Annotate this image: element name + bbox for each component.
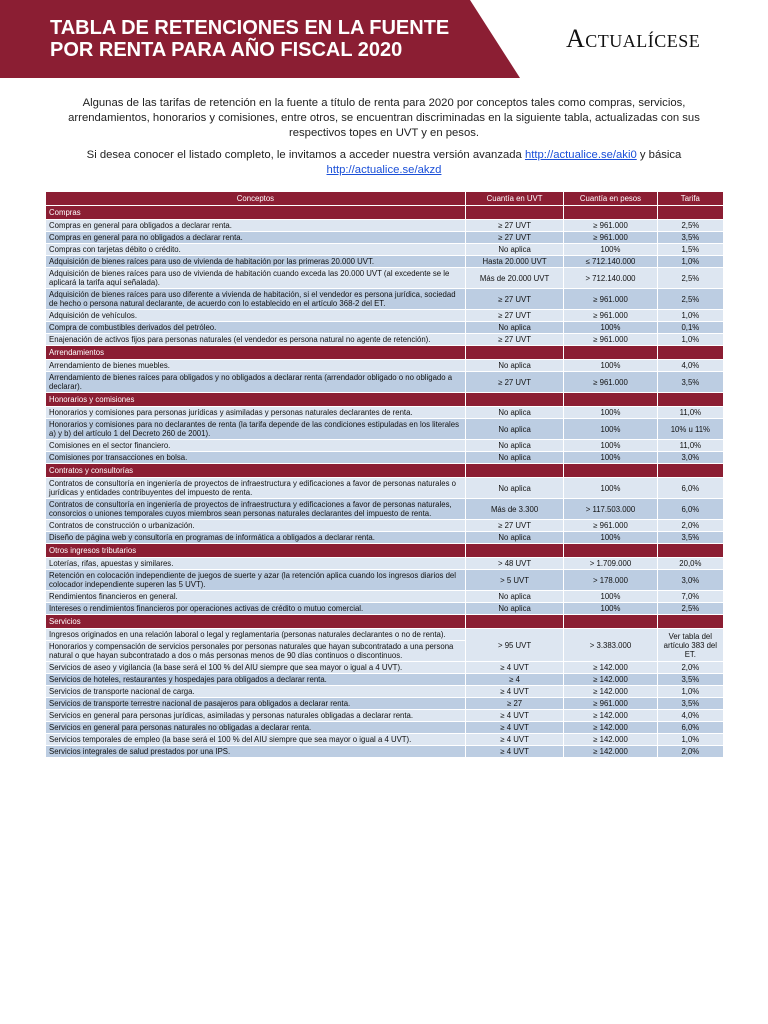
table-row bbox=[46, 591, 723, 602]
uvt-cell: No aplica bbox=[466, 440, 563, 451]
section-filler bbox=[466, 464, 563, 477]
table-row bbox=[46, 746, 723, 757]
retention-table bbox=[45, 191, 724, 758]
table-row bbox=[46, 232, 723, 243]
section-filler bbox=[658, 464, 723, 477]
uvt-cell: ≥ 27 UVT bbox=[466, 520, 563, 531]
pesos-cell: ≥ 961.000 bbox=[564, 698, 656, 709]
tarifa-cell: 1,0% bbox=[658, 734, 723, 745]
table-row bbox=[46, 520, 723, 531]
section-filler bbox=[564, 464, 656, 477]
uvt-cell: > 48 UVT bbox=[466, 558, 563, 569]
section-filler bbox=[466, 615, 563, 628]
uvt-cell: No aplica bbox=[466, 532, 563, 543]
pesos-cell: ≥ 961.000 bbox=[564, 289, 656, 309]
tarifa-cell: 1,0% bbox=[658, 256, 723, 267]
uvt-cell: ≥ 27 UVT bbox=[466, 372, 563, 392]
section-title: Compras bbox=[46, 206, 465, 219]
table-row bbox=[46, 478, 723, 498]
concept-cell: Adquisición de bienes raíces para uso de vivienda de habitación por las primeras 20.000 UVT. bbox=[46, 256, 465, 267]
section-title: Otros ingresos tributarios bbox=[46, 544, 465, 557]
uvt-cell: No aplica bbox=[466, 407, 563, 418]
table-row bbox=[46, 698, 723, 709]
concept-cell: Contratos de consultoría en ingeniería de proyectos de infraestructura y edificaciones a favor de personas naturales, consorcios o uniones temporales cuyos miembros sean personas naturales declarantes del impuesto de renta. bbox=[46, 499, 465, 519]
section-row-servicios bbox=[46, 615, 723, 628]
table-header-row bbox=[46, 192, 723, 205]
tarifa-cell: 0,1% bbox=[658, 322, 723, 333]
tarifa-cell: 2,5% bbox=[658, 603, 723, 614]
pesos-cell: 100% bbox=[564, 478, 656, 498]
table-row bbox=[46, 310, 723, 321]
pesos-cell: 100% bbox=[564, 452, 656, 463]
concept-cell: Retención en colocación independiente de juegos de suerte y azar (la retención aplica cuando los ingresos diarios del colocador independiente superen las 5 UVT). bbox=[46, 570, 465, 590]
concept-cell: Comisiones por transacciones en bolsa. bbox=[46, 452, 465, 463]
pesos-cell: ≥ 961.000 bbox=[564, 220, 656, 231]
tarifa-cell: 2,5% bbox=[658, 220, 723, 231]
uvt-cell: No aplica bbox=[466, 603, 563, 614]
table-row bbox=[46, 674, 723, 685]
table-row bbox=[46, 734, 723, 745]
concept-cell: Ingresos originados en una relación laboral o legal y reglamentaria (personas naturales declarantes o no de renta). bbox=[46, 629, 465, 640]
tarifa-cell: 7,0% bbox=[658, 591, 723, 602]
section-row-1 bbox=[46, 346, 723, 359]
concept-cell: Rendimientos financieros en general. bbox=[46, 591, 465, 602]
concept-cell: Compras en general para no obligados a declarar renta. bbox=[46, 232, 465, 243]
table-row bbox=[46, 372, 723, 392]
concept-cell: Intereses o rendimientos financieros por operaciones activas de crédito o mutuo comercial. bbox=[46, 603, 465, 614]
concept-cell: Servicios de transporte nacional de carga. bbox=[46, 686, 465, 697]
uvt-cell: No aplica bbox=[466, 419, 563, 439]
uvt-cell: ≥ 27 bbox=[466, 698, 563, 709]
tarifa-cell: 3,5% bbox=[658, 232, 723, 243]
pesos-cell: 100% bbox=[564, 407, 656, 418]
uvt-cell: ≥ 27 UVT bbox=[466, 220, 563, 231]
pesos-cell: > 1.709.000 bbox=[564, 558, 656, 569]
concept-cell: Loterías, rifas, apuestas y similares. bbox=[46, 558, 465, 569]
intro-paragraph: Algunas de las tarifas de retención en la fuente a título de renta para 2020 por conceptos tales como compras, servicios, arrendamientos, honorarios y comisiones, entre otros, se encuentran discriminadas en la siguiente tabla, actualizadas con sus respectivos topes en UVT y en pesos. bbox=[68, 97, 700, 139]
concept-cell: Adquisición de vehículos. bbox=[46, 310, 465, 321]
section-filler bbox=[564, 393, 656, 406]
section-filler bbox=[658, 393, 723, 406]
concept-cell: Servicios temporales de empleo (la base será el 100 % del AIU siempre que sea mayor o igual a 4 UVT). bbox=[46, 734, 465, 745]
page-title: TABLA DE RETENCIONES EN LA FUENTE POR RENTA PARA AÑO FISCAL 2020 bbox=[50, 17, 450, 61]
uvt-cell: Más de 3.300 bbox=[466, 499, 563, 519]
section-row-3 bbox=[46, 464, 723, 477]
tarifa-cell: 1,0% bbox=[658, 310, 723, 321]
table-row bbox=[46, 722, 723, 733]
table-row bbox=[46, 360, 723, 371]
table-row bbox=[46, 629, 723, 640]
section-filler bbox=[564, 206, 656, 219]
pesos-cell: ≥ 961.000 bbox=[564, 310, 656, 321]
uvt-cell: ≥ 4 UVT bbox=[466, 710, 563, 721]
pesos-cell: ≥ 961.000 bbox=[564, 372, 656, 392]
uvt-cell: Hasta 20.000 UVT bbox=[466, 256, 563, 267]
intro-text bbox=[60, 96, 708, 185]
concept-cell: Enajenación de activos fijos para personas naturales (el vendedor es persona natural no agente de retención). bbox=[46, 334, 465, 345]
tarifa-cell: 2,0% bbox=[658, 662, 723, 673]
uvt-cell: ≥ 4 UVT bbox=[466, 722, 563, 733]
pesos-cell: 100% bbox=[564, 591, 656, 602]
table-row bbox=[46, 558, 723, 569]
concept-cell: Diseño de página web y consultoría en programas de informática a obligados a declarar renta. bbox=[46, 532, 465, 543]
header-concepts: Conceptos bbox=[46, 192, 465, 205]
tarifa-cell: 2,0% bbox=[658, 746, 723, 757]
section-filler bbox=[658, 206, 723, 219]
uvt-cell: Más de 20.000 UVT bbox=[466, 268, 563, 288]
table-row bbox=[46, 603, 723, 614]
uvt-cell: ≥ 4 UVT bbox=[466, 686, 563, 697]
table-row bbox=[46, 244, 723, 255]
uvt-cell: ≥ 27 UVT bbox=[466, 232, 563, 243]
concept-cell: Contratos de construcción o urbanización. bbox=[46, 520, 465, 531]
tarifa-cell: 11,0% bbox=[658, 440, 723, 451]
pesos-cell: > 117.503.000 bbox=[564, 499, 656, 519]
uvt-cell: ≥ 27 UVT bbox=[466, 310, 563, 321]
pesos-cell: ≥ 142.000 bbox=[564, 710, 656, 721]
brand-logo[interactable]: Actualícese bbox=[566, 24, 701, 53]
section-title: Honorarios y comisiones bbox=[46, 393, 465, 406]
concept-cell: Servicios de transporte terrestre nacional de pasajeros para obligados a declarar renta. bbox=[46, 698, 465, 709]
tarifa-cell: 6,0% bbox=[658, 722, 723, 733]
pesos-cell: ≥ 142.000 bbox=[564, 722, 656, 733]
tarifa-cell: 1,5% bbox=[658, 244, 723, 255]
section-row-4 bbox=[46, 544, 723, 557]
table-row bbox=[46, 499, 723, 519]
section-title: Arrendamientos bbox=[46, 346, 465, 359]
tarifa-cell: 2,0% bbox=[658, 520, 723, 531]
section-row-0 bbox=[46, 206, 723, 219]
pesos-cell: > 712.140.000 bbox=[564, 268, 656, 288]
section-filler bbox=[564, 544, 656, 557]
intro-link-text-2: y básica bbox=[636, 149, 682, 161]
tarifa-cell: 4,0% bbox=[658, 710, 723, 721]
uvt-cell: ≥ 4 UVT bbox=[466, 734, 563, 745]
section-filler bbox=[466, 393, 563, 406]
section-row-2 bbox=[46, 393, 723, 406]
concept-cell: Servicios de hoteles, restaurantes y hospedajes para obligados a declarar renta. bbox=[46, 674, 465, 685]
header-uvt: Cuantía en UVT bbox=[466, 192, 563, 205]
concept-cell: Comisiones en el sector financiero. bbox=[46, 440, 465, 451]
section-filler bbox=[658, 615, 723, 628]
table-row bbox=[46, 532, 723, 543]
concept-cell: Servicios en general para personas jurídicas, asimiladas y personas naturales obligadas a declarar renta. bbox=[46, 710, 465, 721]
pesos-cell: ≥ 961.000 bbox=[564, 334, 656, 345]
uvt-cell: ≥ 27 UVT bbox=[466, 289, 563, 309]
tarifa-cell: 1,0% bbox=[658, 686, 723, 697]
uvt-cell: No aplica bbox=[466, 591, 563, 602]
uvt-cell: > 95 UVT bbox=[466, 629, 563, 661]
pesos-cell: 100% bbox=[564, 603, 656, 614]
pesos-cell: 100% bbox=[564, 322, 656, 333]
table-row bbox=[46, 220, 723, 231]
section-filler bbox=[466, 544, 563, 557]
table-row bbox=[46, 440, 723, 451]
concept-cell: Honorarios y comisiones para personas jurídicas y asimiladas y personas naturales declarantes de renta. bbox=[46, 407, 465, 418]
section-filler bbox=[564, 615, 656, 628]
pesos-cell: ≥ 142.000 bbox=[564, 662, 656, 673]
table-row bbox=[46, 256, 723, 267]
tarifa-cell: 3,5% bbox=[658, 698, 723, 709]
uvt-cell: ≥ 27 UVT bbox=[466, 334, 563, 345]
concept-cell: Compras con tarjetas débito o crédito. bbox=[46, 244, 465, 255]
pesos-cell: ≤ 712.140.000 bbox=[564, 256, 656, 267]
uvt-cell: No aplica bbox=[466, 478, 563, 498]
table-row bbox=[46, 419, 723, 439]
concept-cell: Arrendamiento de bienes muebles. bbox=[46, 360, 465, 371]
concept-cell: Honorarios y compensación de servicios personales por personas naturales que hayan subcontratado a una persona natural o que hayan subcontratado a dos o más personas menos de 90 días continuos o discontinuos. bbox=[46, 641, 465, 661]
table-row bbox=[46, 268, 723, 288]
section-title: Contratos y consultorías bbox=[46, 464, 465, 477]
uvt-cell: No aplica bbox=[466, 244, 563, 255]
tarifa-cell: 10% u 11% bbox=[658, 419, 723, 439]
tarifa-cell: 3,0% bbox=[658, 452, 723, 463]
tarifa-cell: Ver tabla del artículo 383 del ET. bbox=[658, 629, 723, 661]
section-title: Servicios bbox=[46, 615, 465, 628]
table-row bbox=[46, 334, 723, 345]
pesos-cell: ≥ 142.000 bbox=[564, 734, 656, 745]
tarifa-cell: 3,0% bbox=[658, 570, 723, 590]
uvt-cell: ≥ 4 bbox=[466, 674, 563, 685]
pesos-cell: 100% bbox=[564, 440, 656, 451]
uvt-cell: No aplica bbox=[466, 360, 563, 371]
table-row bbox=[46, 452, 723, 463]
table-row bbox=[46, 322, 723, 333]
tarifa-cell: 11,0% bbox=[658, 407, 723, 418]
table-row bbox=[46, 662, 723, 673]
table-row bbox=[46, 289, 723, 309]
tarifa-cell: 3,5% bbox=[658, 372, 723, 392]
concept-cell: Compras en general para obligados a declarar renta. bbox=[46, 220, 465, 231]
pesos-cell: 100% bbox=[564, 360, 656, 371]
uvt-cell: No aplica bbox=[466, 452, 563, 463]
concept-cell: Compra de combustibles derivados del petróleo. bbox=[46, 322, 465, 333]
section-filler bbox=[466, 206, 563, 219]
uvt-cell: ≥ 4 UVT bbox=[466, 746, 563, 757]
intro-links-paragraph bbox=[60, 148, 708, 178]
tarifa-cell: 1,0% bbox=[658, 334, 723, 345]
table-row bbox=[46, 710, 723, 721]
pesos-cell: ≥ 961.000 bbox=[564, 520, 656, 531]
section-filler bbox=[466, 346, 563, 359]
concept-cell: Servicios de aseo y vigilancia (la base será el 100 % del AIU siempre que sea mayor o igual a 4 UVT). bbox=[46, 662, 465, 673]
pesos-cell: > 3.383.000 bbox=[564, 629, 656, 661]
pesos-cell: ≥ 961.000 bbox=[564, 232, 656, 243]
table-row bbox=[46, 407, 723, 418]
pesos-cell: ≥ 142.000 bbox=[564, 746, 656, 757]
uvt-cell: > 5 UVT bbox=[466, 570, 563, 590]
uvt-cell: No aplica bbox=[466, 322, 563, 333]
tarifa-cell: 3,5% bbox=[658, 674, 723, 685]
section-filler bbox=[658, 544, 723, 557]
concept-cell: Contratos de consultoría en ingeniería de proyectos de infraestructura y edificaciones a favor de personas naturales o jurídicas y entidades contribuyentes del impuesto de renta. bbox=[46, 478, 465, 498]
concept-cell: Servicios en general para personas naturales no obligadas a declarar renta. bbox=[46, 722, 465, 733]
concept-cell: Honorarios y comisiones para no declarantes de renta (la tarifa depende de las condiciones estipuladas en los literales a) y b) del artículo 1 del Decreto 260 de 2001). bbox=[46, 419, 465, 439]
tarifa-cell: 6,0% bbox=[658, 499, 723, 519]
pesos-cell: ≥ 142.000 bbox=[564, 674, 656, 685]
concept-cell: Adquisición de bienes raíces para uso de vivienda de habitación cuando exceda las 20.000 UVT (al excedente se le aplicará la tarifa aquí señalada). bbox=[46, 268, 465, 288]
advanced-version-link[interactable]: http://actualice.se/aki0 bbox=[524, 149, 637, 161]
section-filler bbox=[658, 346, 723, 359]
uvt-cell: ≥ 4 UVT bbox=[466, 662, 563, 673]
concept-cell: Arrendamiento de bienes raíces para obligados y no obligados a declarar renta (arrendador obligado o no obligado a declarar). bbox=[46, 372, 465, 392]
concept-cell: Adquisición de bienes raíces para uso diferente a vivienda de habitación, si el vendedor es persona jurídica, sociedad de hecho o persona natural declarante, de acuerdo con lo establecido en el artículo 368-2 del ET. bbox=[46, 289, 465, 309]
tarifa-cell: 2,5% bbox=[658, 268, 723, 288]
header-tarifa: Tarifa bbox=[658, 192, 723, 205]
table-row bbox=[46, 686, 723, 697]
intro-link-text-1: Si desea conocer el listado completo, le invitamos a acceder nuestra versión avanzada bbox=[86, 149, 525, 161]
pesos-cell: 100% bbox=[564, 532, 656, 543]
pesos-cell: 100% bbox=[564, 244, 656, 255]
tarifa-cell: 20,0% bbox=[658, 558, 723, 569]
concept-cell: Servicios integrales de salud prestados por una IPS. bbox=[46, 746, 465, 757]
tarifa-cell: 2,5% bbox=[658, 289, 723, 309]
pesos-cell: 100% bbox=[564, 419, 656, 439]
tarifa-cell: 6,0% bbox=[658, 478, 723, 498]
pesos-cell: > 178.000 bbox=[564, 570, 656, 590]
table-row bbox=[46, 570, 723, 590]
section-filler bbox=[564, 346, 656, 359]
tarifa-cell: 4,0% bbox=[658, 360, 723, 371]
tarifa-cell: 3,5% bbox=[658, 532, 723, 543]
header-pesos: Cuantía en pesos bbox=[564, 192, 656, 205]
basic-version-link[interactable]: http://actualice.se/akzd bbox=[326, 164, 442, 176]
pesos-cell: ≥ 142.000 bbox=[564, 686, 656, 697]
